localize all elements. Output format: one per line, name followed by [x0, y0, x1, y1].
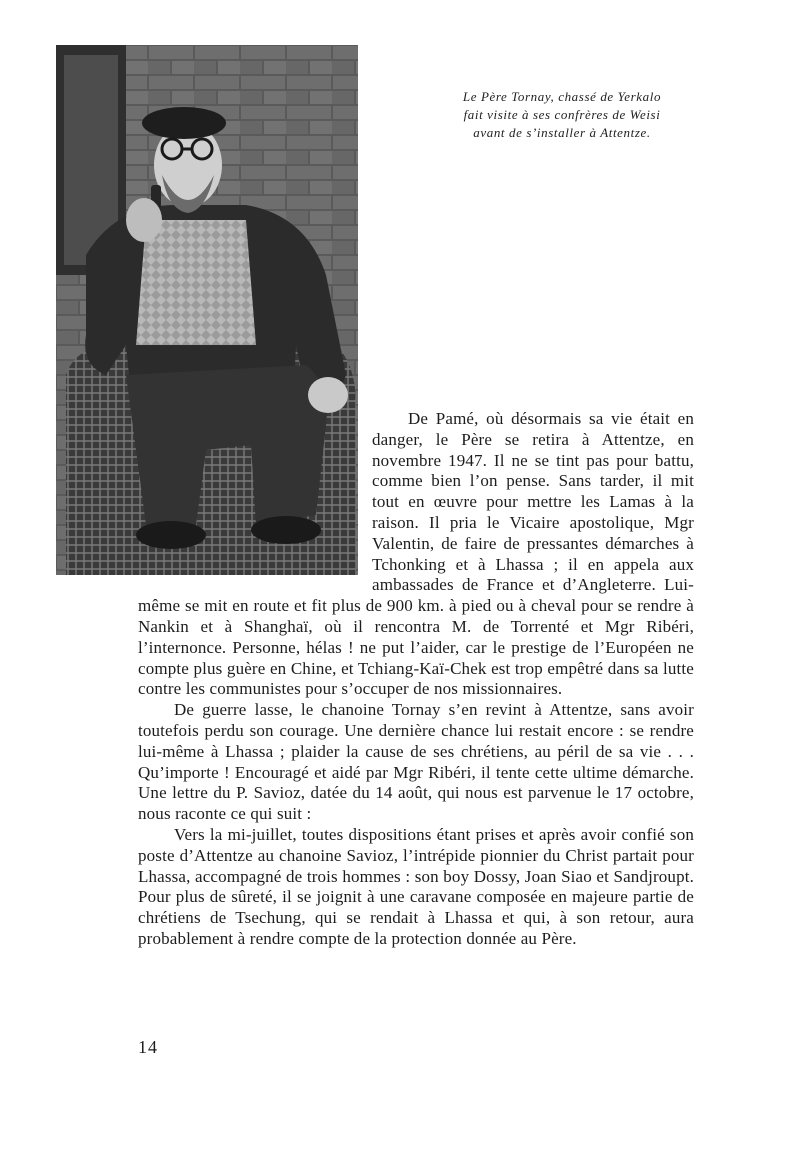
caption-line-1: Le Père Tornay, chassé de Yerkalo — [462, 89, 662, 104]
photo-wrap-spacer — [138, 409, 372, 593]
caption-line-2: fait visite à ses confrères de Weisi — [463, 107, 661, 122]
photo-caption — [412, 88, 712, 142]
paragraph-1: De Pamé, où désormais sa vie était en danger, le Père se retira à Attentze, en novembre 1947. Il ne se tint pas pour battu, comme bien l’on pense. Sans tarder, il mit tout en œuvre pour mettre les Lamas à la raison. Il pria le Vicaire apostolique, Mgr Valentin, de faire de pressantes démarches à Tchonking et à Lhassa ; il en appela aux ambassades de France et d’Angleterre. Lui-même se mit en route et fit plus de 900 km. à pied ou à cheval pour se rendre à Nankin et à Shanghaï, où il rencontra M. de Torrenté et Mgr Ribéri, l’internonce. Personne, hélas ! ne put l’aider, car le prestige de l’Européen ne compte plus guère en Chine, et Tchiang-Kaï-Chek est trop empêtré dans sa lutte contre les communistes pour s’occuper de nos missionnaires. — [138, 409, 694, 699]
paragraph-3: Vers la mi-juillet, toutes dispositions étant prises et après avoir confié son poste d’Attentze au chanoine Savioz, l’intrépide pionnier du Christ partait pour Lhassa, accompagné de trois hommes : son boy Dossy, Joan Siao et Sandjroupt. Pour plus de sûreté, il se joignit à une caravane composée en majeure partie de chrétiens de Tsechung, qui se rendait à Lhassa et qui, à son retour, aura probablement à rendre compte de la protection donnée au Père. — [138, 824, 694, 948]
body-text — [138, 409, 694, 950]
page-number: 14 — [138, 1037, 158, 1057]
caption-line-3: avant de s’installer à Attentze. — [473, 125, 651, 140]
paragraph-2: De guerre lasse, le chanoine Tornay s’en revint à Attentze, sans avoir toutefois perdu son courage. Une dernière chance lui restait encore : se rendre lui-même à Lhassa ; plaider la cause de ses chrétiens, au péril de sa vie . . . Qu’importe ! Encouragé et aidé par Mgr Ribéri, il tente cette ultime démarche. Une lettre du P. Savioz, datée du 14 août, qui nous est parvenue le 17 octobre, nous raconte ce qui suit : — [138, 700, 694, 824]
